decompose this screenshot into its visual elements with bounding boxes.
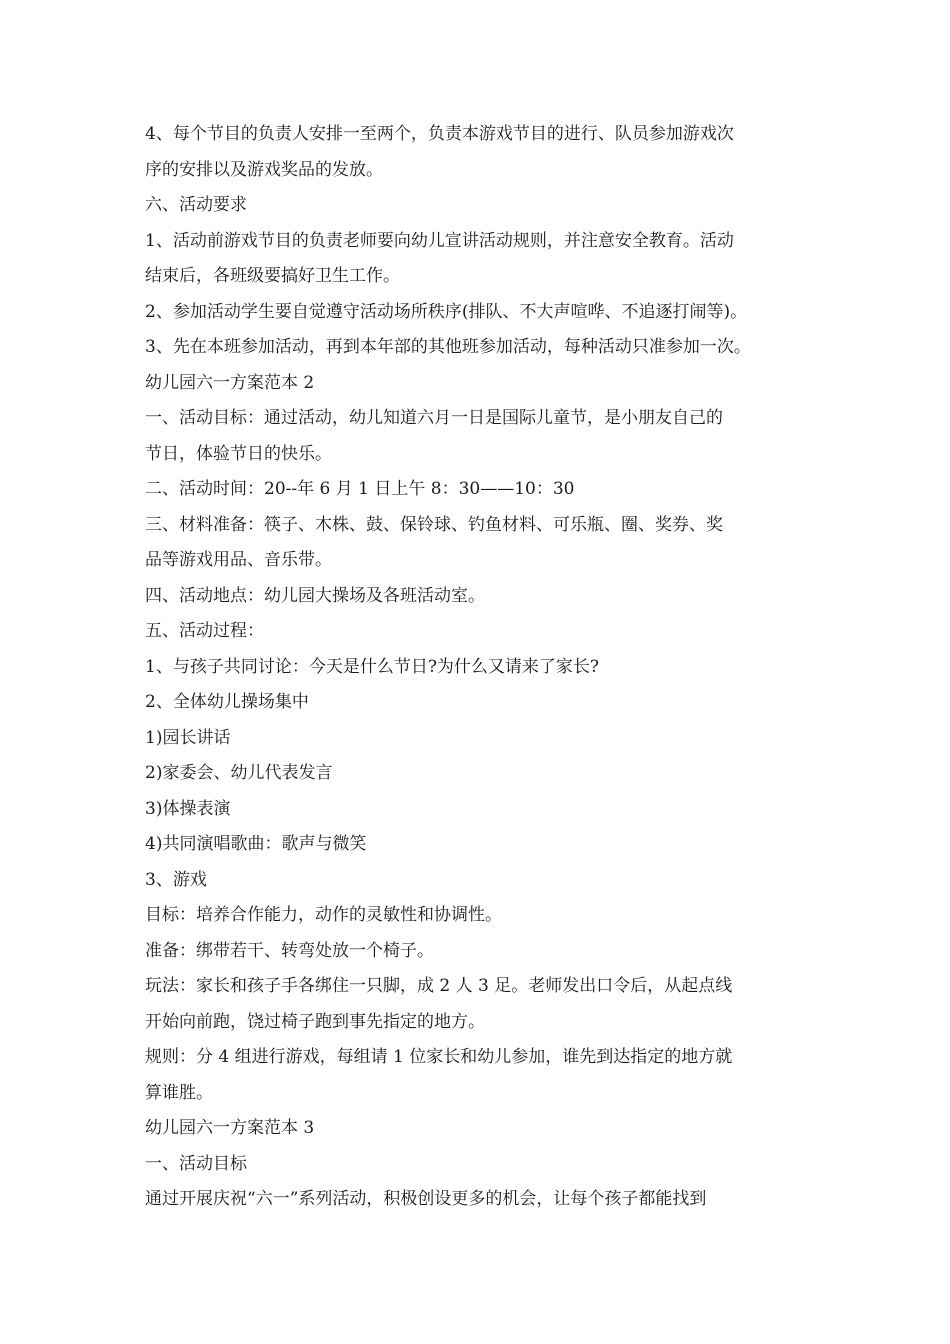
text-line: 1、活动前游戏节目的负责老师要向幼儿宣讲活动规则，并注意安全教育。活动 [145, 230, 734, 251]
section-heading: 五、活动过程： [145, 621, 264, 641]
list-item: 3)体操表演 [145, 798, 231, 819]
text-line: 结束后，各班级要搞好卫生工作。 [145, 266, 400, 286]
text-line: 4、每个节目的负责人安排一至两个，负责本游戏节目的进行、队员参加游戏次 [145, 124, 734, 144]
text-line: 3、先在本班参加活动，再到本年部的其他班参加活动，每种活动只准参加一次。 [145, 337, 751, 357]
text-line: 算谁胜。 [145, 1082, 213, 1103]
section-heading: 一、活动目标 [145, 1153, 247, 1174]
text-line: 节日，体验节日的快乐。 [145, 443, 332, 464]
text-line: 准备：绑带若干、转弯处放一个椅子。 [145, 940, 434, 961]
section-title: 幼儿园六一方案范本 3 [145, 1118, 315, 1138]
text-line: 二、活动时间：20--年 6 月 1 日上午 8：30——10：30 [145, 479, 575, 499]
text-line: 1、与孩子共同讨论：今天是什么节日?为什么又请来了家长? [145, 656, 600, 677]
text-line: 序的安排以及游戏奖品的发放。 [145, 159, 383, 180]
text-line: 四、活动地点：幼儿园大操场及各班活动室。 [145, 585, 485, 606]
text-line: 规则：分 4 组进行游戏，每组请 1 位家长和幼儿参加，谁先到达指定的地方就 [145, 1047, 733, 1067]
text-line: 三、材料准备：筷子、木株、鼓、保铃球、钓鱼材料、可乐瓶、圈、奖券、奖 [145, 514, 723, 535]
section-title: 幼儿园六一方案范本 2 [145, 372, 315, 393]
text-line: 目标：培养合作能力，动作的灵敏性和协调性。 [145, 905, 502, 925]
text-line: 通过开展庆祝“六一”系列活动，积极创设更多的机会，让每个孩子都能找到 [145, 1189, 707, 1209]
text-line: 品等游戏用品、音乐带。 [145, 550, 332, 570]
text-line: 开始向前跑，饶过椅子跑到事先指定的地方。 [145, 1011, 485, 1032]
text-line: 2、全体幼儿操场集中 [145, 692, 309, 712]
text-line: 2、参加活动学生要自觉遵守活动场所秩序(排队、不大声喧哗、不追逐打闹等)。 [145, 301, 748, 322]
list-item: 2)家委会、幼儿代表发言 [145, 763, 333, 783]
text-line: 一、活动目标：通过活动，幼儿知道六月一日是国际儿童节，是小朋友自己的 [145, 408, 723, 428]
section-heading: 六、活动要求 [145, 195, 247, 215]
list-item: 4)共同演唱歌曲：歌声与微笑 [145, 834, 367, 854]
list-item: 1)园长讲话 [145, 727, 231, 748]
text-line: 玩法：家长和孩子手各绑住一只脚，成 2 人 3 足。老师发出口令后，从起点线 [145, 976, 733, 996]
text-line: 3、游戏 [145, 869, 207, 890]
document-body [145, 117, 810, 1218]
